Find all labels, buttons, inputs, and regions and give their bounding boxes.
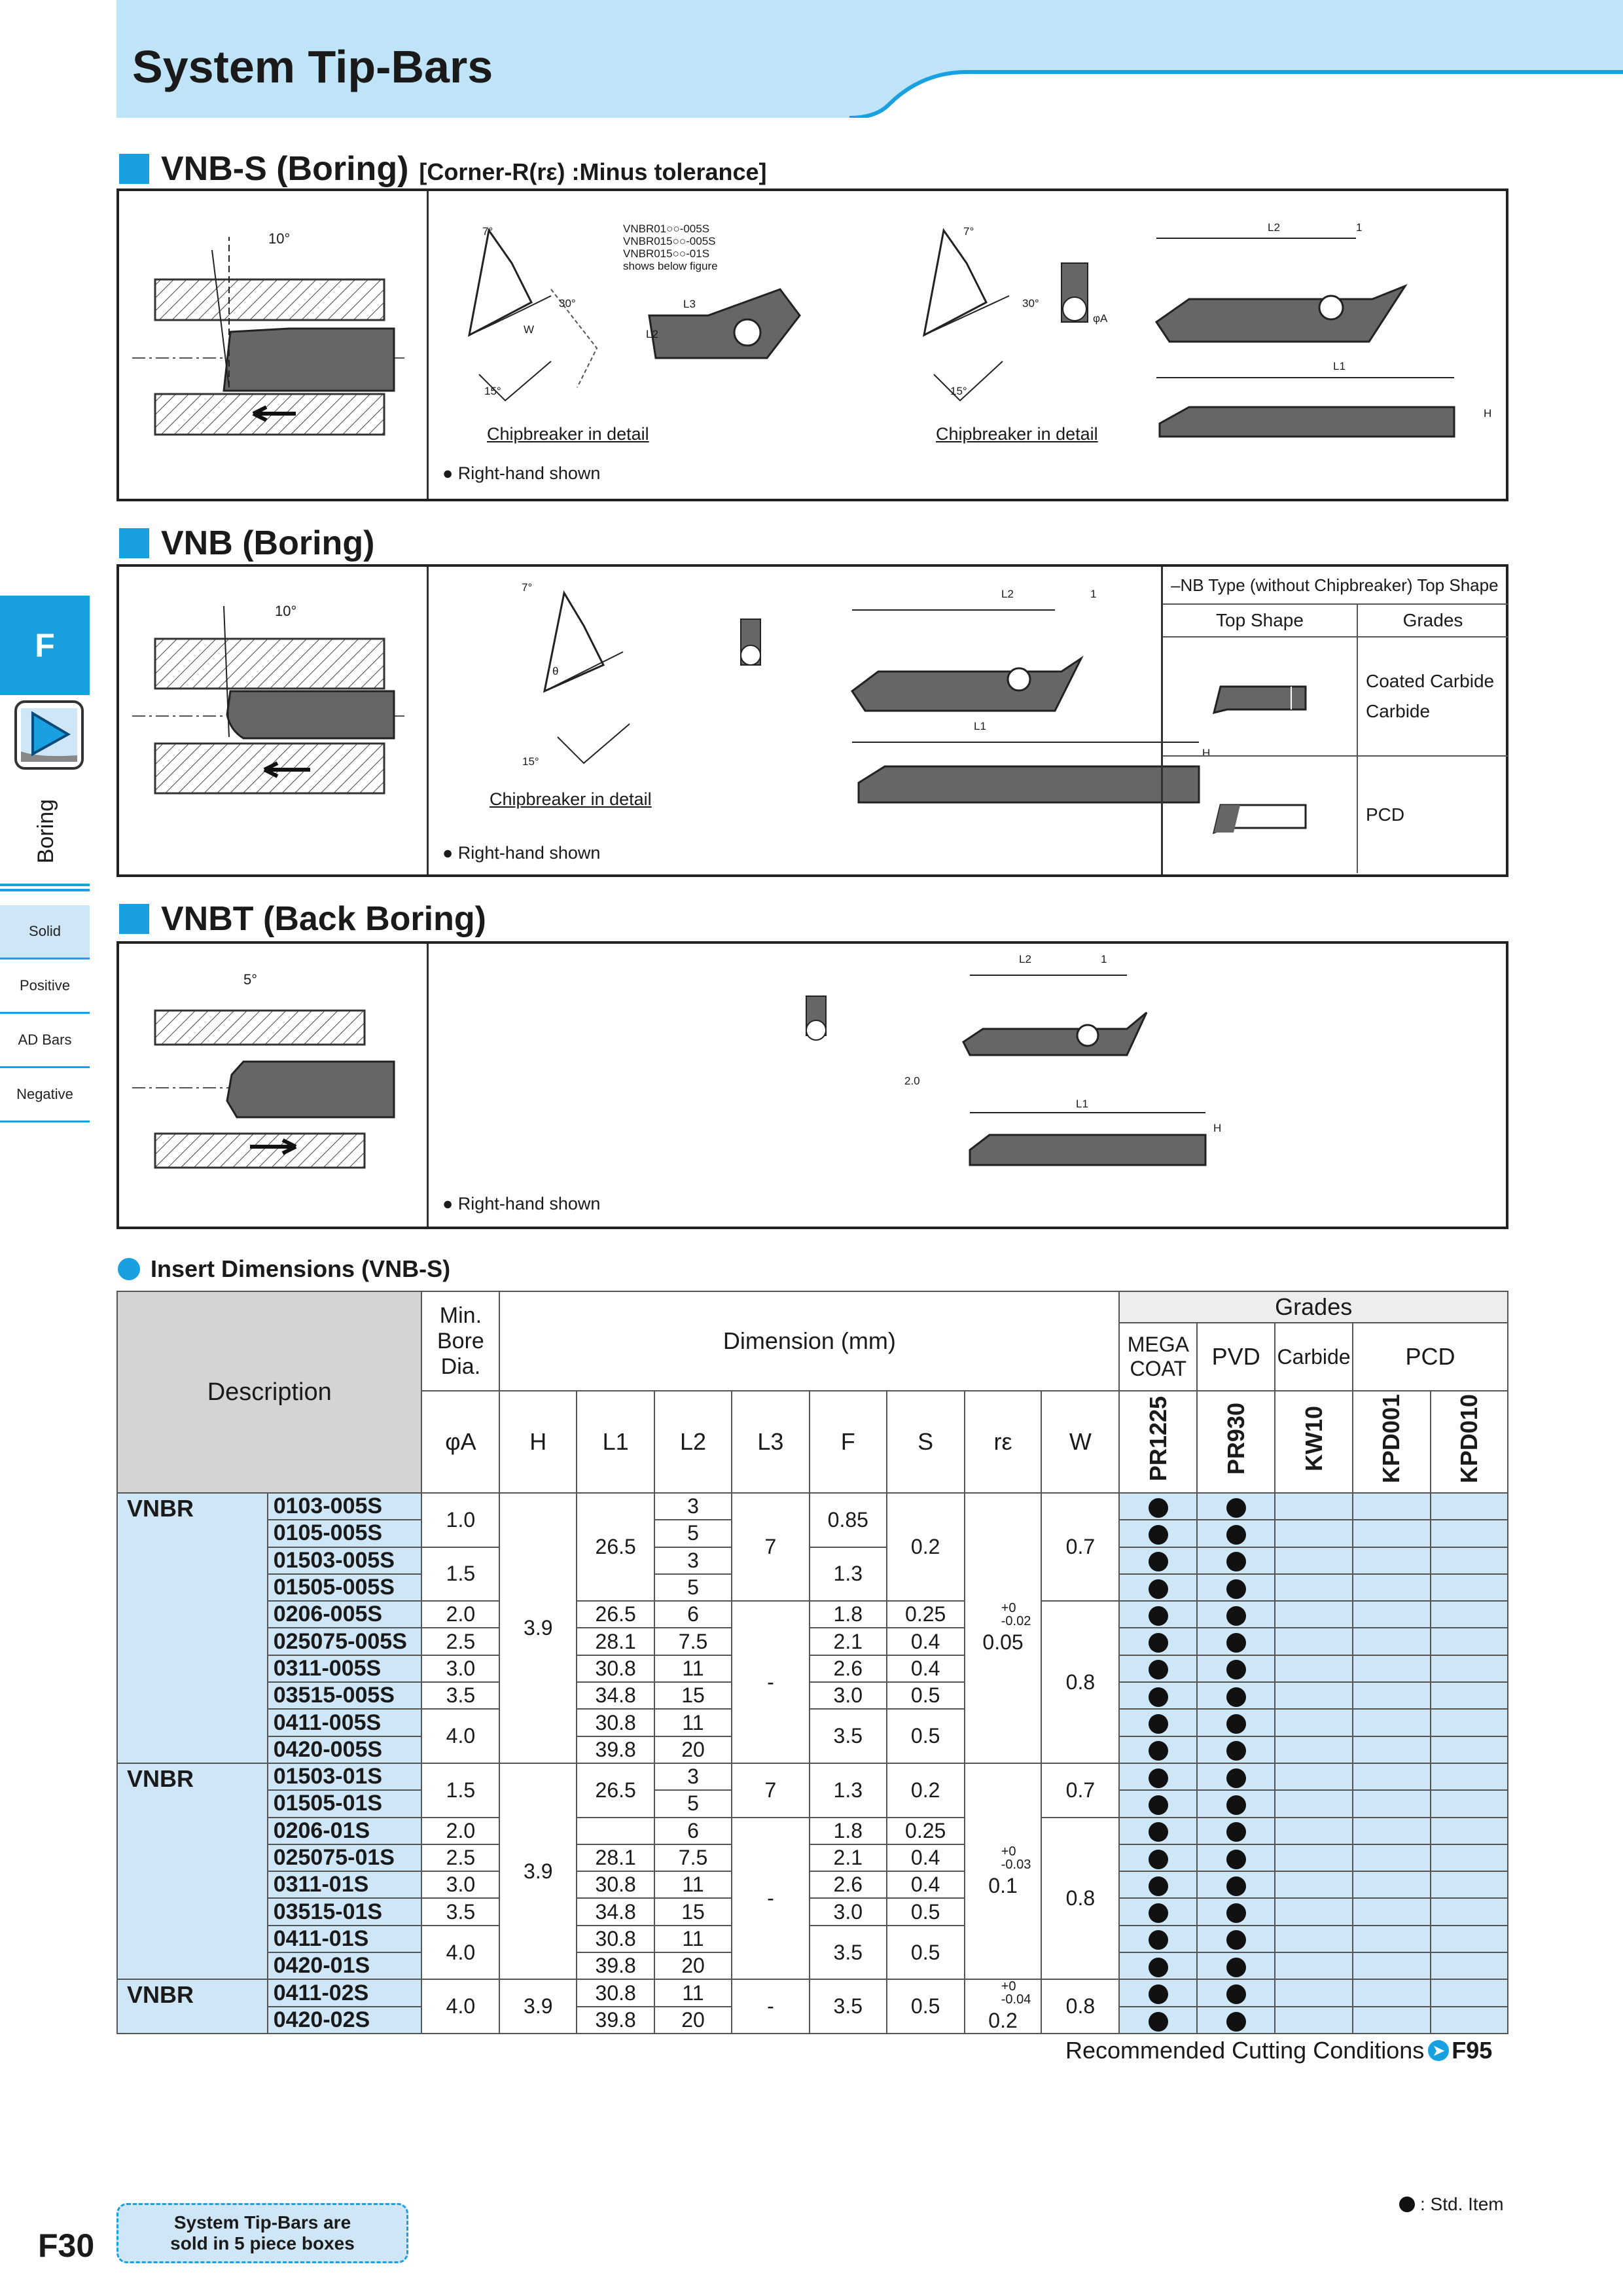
cell-l1 xyxy=(577,1818,654,1844)
cell-f: 0.85 xyxy=(810,1493,887,1547)
col-min-bore: Min. Bore Dia. xyxy=(421,1291,499,1391)
vnb-bore-drawing xyxy=(119,567,429,874)
table-row xyxy=(117,1493,1508,1520)
vnbs-bore-drawing xyxy=(119,191,429,499)
cell-l1: 26.5 xyxy=(577,1493,654,1601)
table-row xyxy=(117,1709,1508,1736)
std-item-dot xyxy=(1226,1930,1246,1950)
std-item-dot xyxy=(1226,1741,1246,1761)
section-letter-tab[interactable]: F xyxy=(0,596,90,695)
angle-label: 10° xyxy=(268,230,291,247)
cell-l3: - xyxy=(732,1979,810,2034)
std-item-dot xyxy=(1149,1633,1168,1653)
cell-f: 2.1 xyxy=(810,1844,887,1871)
dim-label: 1 xyxy=(1356,221,1363,234)
cell-phi-a: 1.5 xyxy=(421,1763,499,1818)
cell-l2: 11 xyxy=(654,1871,732,1898)
std-item-dot xyxy=(1149,1850,1168,1869)
std-item-dot xyxy=(1226,1633,1246,1653)
page-number: F30 xyxy=(38,2227,95,2264)
cell-l2: 15 xyxy=(654,1682,732,1709)
cell-l2: 7.5 xyxy=(654,1628,732,1655)
cell-l1: 30.8 xyxy=(577,1871,654,1898)
std-item-dot xyxy=(1226,1984,1246,2004)
cell-phi-a: 3.0 xyxy=(421,1655,499,1682)
nb-col-shape: Top Shape xyxy=(1163,605,1358,636)
part-code: 0103-005S xyxy=(268,1493,422,1520)
grade-pr1225: PR1225 xyxy=(1119,1391,1197,1493)
std-item-dot xyxy=(1149,1498,1168,1518)
section-square-icon xyxy=(119,528,149,558)
angle-label: 10° xyxy=(275,603,297,619)
std-item-dot xyxy=(1226,1768,1246,1788)
packaging-note: System Tip-Bars are sold in 5 piece boxes xyxy=(116,2203,408,2263)
part-code: 0420-005S xyxy=(268,1736,422,1763)
std-item-dot xyxy=(1149,1903,1168,1923)
nb-col-grades: Grades xyxy=(1402,610,1463,630)
bullet-icon xyxy=(118,1258,140,1280)
section-title: VNB (Boring) xyxy=(161,524,375,562)
grade-kpd001: KPD001 xyxy=(1353,1391,1431,1493)
dim-label: φA xyxy=(1093,312,1108,325)
cell-re: +0 -0.04 0.2 xyxy=(965,1979,1042,2034)
part-code: 025075-005S xyxy=(268,1628,422,1655)
std-item-dot xyxy=(1149,2012,1168,2032)
dim-label: 2.0 xyxy=(904,1075,920,1087)
angle-label: θ xyxy=(552,665,559,677)
dim-label: L2 xyxy=(1268,221,1280,234)
family-label: VNBR xyxy=(117,1493,268,1763)
col-w: W xyxy=(1041,1391,1119,1493)
cell-f: 1.3 xyxy=(810,1547,887,1602)
cell-s: 0.2 xyxy=(887,1493,965,1601)
cell-l1: 39.8 xyxy=(577,1952,654,1979)
std-item-dot xyxy=(1149,1714,1168,1734)
angle-label: 30° xyxy=(559,297,576,310)
cell-l2: 20 xyxy=(654,2007,732,2034)
cell-h: 3.9 xyxy=(499,1763,577,1979)
dim-label: H xyxy=(1213,1122,1222,1134)
std-item-dot xyxy=(1149,1741,1168,1761)
cell-l1: 30.8 xyxy=(577,1979,654,2007)
std-item-dot xyxy=(1149,1579,1168,1599)
std-item-dot xyxy=(1149,1930,1168,1950)
part-code: 0411-01S xyxy=(268,1926,422,1952)
std-item-dot xyxy=(1226,1525,1246,1545)
col-carbide: Carbide xyxy=(1275,1323,1353,1391)
table-row xyxy=(117,1871,1508,1898)
std-item-dot xyxy=(1226,1579,1246,1599)
grade-pr930: PR930 xyxy=(1197,1391,1275,1493)
cell-l2: 11 xyxy=(654,1979,732,2007)
col-re: rε xyxy=(965,1391,1042,1493)
part-code: 0311-01S xyxy=(268,1871,422,1898)
std-item-dot xyxy=(1149,1876,1168,1896)
table-row xyxy=(117,1844,1508,1871)
cell-s: 0.4 xyxy=(887,1655,965,1682)
cell-f: 1.3 xyxy=(810,1763,887,1818)
std-item-dot xyxy=(1149,1795,1168,1815)
cell-l1: 34.8 xyxy=(577,1682,654,1709)
cell-phi-a: 2.5 xyxy=(421,1628,499,1655)
cell-f: 3.5 xyxy=(810,1709,887,1763)
recommended-page: F95 xyxy=(1452,2037,1493,2064)
cell-s: 0.4 xyxy=(887,1844,965,1871)
nb-shape-plain xyxy=(1163,637,1358,755)
part-code: 03515-005S xyxy=(268,1682,422,1709)
page-title: System Tip-Bars xyxy=(132,41,493,92)
family-label: VNBR xyxy=(117,1979,268,2034)
std-item-dot-icon xyxy=(1399,2197,1415,2212)
std-item-dot xyxy=(1226,1958,1246,1977)
section-header-vnbt xyxy=(119,899,486,939)
sidebar-category: Boring xyxy=(33,798,58,864)
std-item-dot xyxy=(1149,1552,1168,1571)
sidebar-item-negative[interactable]: Negative xyxy=(0,1068,90,1122)
col-phi-a: φA xyxy=(421,1391,499,1493)
cell-l1: 28.1 xyxy=(577,1844,654,1871)
part-code: 01505-005S xyxy=(268,1574,422,1601)
cell-l1: 34.8 xyxy=(577,1898,654,1925)
cell-f: 3.0 xyxy=(810,1898,887,1925)
angle-label: 7° xyxy=(963,225,974,238)
vnbt-figure-panel xyxy=(116,941,1508,1229)
section-header-vnbs xyxy=(119,149,767,188)
nb-grade-pcd: PCD xyxy=(1366,804,1405,825)
angle-label: 7° xyxy=(522,581,533,594)
std-item-dot xyxy=(1149,1687,1168,1707)
cell-w: 0.8 xyxy=(1041,1818,1119,1980)
cell-l2: 6 xyxy=(654,1601,732,1628)
cell-phi-a: 2.0 xyxy=(421,1818,499,1844)
cell-phi-a: 1.0 xyxy=(421,1493,499,1547)
dim-label: L2 xyxy=(646,328,658,340)
section-title: VNB-S (Boring) xyxy=(161,150,409,188)
cell-re: +0 -0.03 0.1 xyxy=(965,1763,1042,1979)
cell-l1: 30.8 xyxy=(577,1709,654,1736)
cell-l2: 5 xyxy=(654,1520,732,1547)
cell-l2: 11 xyxy=(654,1655,732,1682)
table-row xyxy=(117,1926,1508,1952)
std-item-dot xyxy=(1226,1850,1246,1869)
col-grades: Grades xyxy=(1119,1291,1508,1323)
cell-phi-a: 2.5 xyxy=(421,1844,499,1871)
cell-f: 2.1 xyxy=(810,1628,887,1655)
recommended-label: Recommended Cutting Conditions xyxy=(1065,2037,1425,2064)
dim-label: L1 xyxy=(1333,360,1346,372)
legend xyxy=(1399,2194,1504,2215)
std-item-dot xyxy=(1226,1822,1246,1842)
std-item-dot xyxy=(1226,1498,1246,1518)
section-title: VNBT (Back Boring) xyxy=(161,900,486,938)
cell-l2: 3 xyxy=(654,1493,732,1520)
col-pcd: PCD xyxy=(1353,1323,1508,1391)
vnbs-figure-note: VNBR01○○-005S VNBR015○○-005S VNBR015○○-01S shows below figure xyxy=(623,223,718,272)
cell-l2: 11 xyxy=(654,1926,732,1952)
table-row xyxy=(117,1682,1508,1709)
cell-f: 2.6 xyxy=(810,1655,887,1682)
cell-l2: 6 xyxy=(654,1818,732,1844)
cell-f: 3.5 xyxy=(810,1926,887,1980)
cell-l3: 7 xyxy=(732,1493,810,1601)
std-item-dot xyxy=(1226,1552,1246,1571)
nb-shape-pcd xyxy=(1163,757,1358,873)
std-item-dot xyxy=(1226,1903,1246,1923)
col-l2: L2 xyxy=(654,1391,732,1493)
nb-grade-coated-carbide: Coated Carbide xyxy=(1366,671,1495,691)
cell-s: 0.5 xyxy=(887,1926,965,1980)
grade-kw10: KW10 xyxy=(1275,1391,1353,1493)
cell-phi-a: 1.5 xyxy=(421,1547,499,1602)
nb-type-table xyxy=(1161,567,1508,874)
std-item-dot xyxy=(1226,1714,1246,1734)
dim-label: L1 xyxy=(974,720,986,732)
cell-f: 3.0 xyxy=(810,1682,887,1709)
boring-tool-icon xyxy=(13,699,85,771)
cell-h: 3.9 xyxy=(499,1493,577,1763)
cell-l1: 30.8 xyxy=(577,1655,654,1682)
std-item-dot xyxy=(1226,1687,1246,1707)
std-item-dot xyxy=(1149,1822,1168,1842)
angle-label: 15° xyxy=(484,385,501,397)
std-item-dot xyxy=(1149,1768,1168,1788)
cell-phi-a: 4.0 xyxy=(421,1709,499,1763)
cell-phi-a: 3.5 xyxy=(421,1898,499,1925)
cell-l1: 39.8 xyxy=(577,1736,654,1763)
cell-l3: - xyxy=(732,1601,810,1763)
cell-h: 3.9 xyxy=(499,1979,577,2034)
dim-label: L1 xyxy=(1076,1098,1088,1110)
table-row xyxy=(117,1979,1508,2007)
nb-type-title: –NB Type (without Chipbreaker) Top Shape xyxy=(1163,567,1508,605)
angle-label: 15° xyxy=(950,385,967,397)
cell-l2: 11 xyxy=(654,1709,732,1736)
chipbreaker-caption: Chipbreaker in detail xyxy=(936,424,1098,444)
cell-l1: 28.1 xyxy=(577,1628,654,1655)
section-header-vnb xyxy=(119,524,374,563)
chipbreaker-caption: Chipbreaker in detail xyxy=(490,789,652,809)
vnbt-bore-drawing xyxy=(119,944,429,1227)
angle-label: 7° xyxy=(482,225,493,238)
std-item-dot xyxy=(1149,1984,1168,2004)
col-s: S xyxy=(887,1391,965,1493)
vnbs-figure-panel xyxy=(116,188,1508,501)
cell-s: 0.5 xyxy=(887,1898,965,1925)
part-code: 0411-005S xyxy=(268,1709,422,1736)
cell-l2: 7.5 xyxy=(654,1844,732,1871)
recommended-conditions-link[interactable] xyxy=(1065,2037,1492,2064)
cell-s: 0.2 xyxy=(887,1763,965,1818)
vnbs-tipbar-drawing xyxy=(1048,211,1500,446)
legend-label: : Std. Item xyxy=(1420,2194,1504,2214)
cell-f: 3.5 xyxy=(810,1979,887,2034)
table-row xyxy=(117,1818,1508,1844)
std-item-dot xyxy=(1149,1958,1168,1977)
part-code: 01503-01S xyxy=(268,1763,422,1790)
cell-l2: 3 xyxy=(654,1763,732,1790)
std-item-dot xyxy=(1226,2012,1246,2032)
sidebar-item-positive[interactable]: Positive xyxy=(0,960,90,1014)
right-hand-note: ● Right-hand shown xyxy=(442,843,601,863)
part-code: 0105-005S xyxy=(268,1520,422,1547)
right-hand-note: ● Right-hand shown xyxy=(442,1194,601,1213)
std-item-dot xyxy=(1149,1660,1168,1679)
grade-kpd010: KPD010 xyxy=(1431,1391,1508,1493)
cell-f: 2.6 xyxy=(810,1871,887,1898)
cell-l1: 30.8 xyxy=(577,1926,654,1952)
std-item-dot xyxy=(1226,1795,1246,1815)
cell-s: 0.4 xyxy=(887,1628,965,1655)
cell-f: 1.8 xyxy=(810,1601,887,1628)
part-code: 03515-01S xyxy=(268,1898,422,1925)
cell-s: 0.5 xyxy=(887,1682,965,1709)
col-pvd: PVD xyxy=(1197,1323,1275,1391)
cell-s: 0.4 xyxy=(887,1871,965,1898)
insert-dimensions-title: Insert Dimensions (VNB-S) xyxy=(151,1255,451,1282)
vnbt-tipbar-drawing xyxy=(669,957,1258,1193)
section-square-icon xyxy=(119,154,149,184)
part-code: 0206-01S xyxy=(268,1818,422,1844)
table-row xyxy=(117,1547,1508,1574)
sidebar-item-ad-bars[interactable]: AD Bars xyxy=(0,1014,90,1068)
insert-dimensions-heading xyxy=(118,1255,450,1283)
col-dimension: Dimension (mm) xyxy=(499,1291,1119,1391)
std-item-dot xyxy=(1149,1606,1168,1626)
part-code: 0420-02S xyxy=(268,2007,422,2034)
section-subtitle: [Corner-R(rε) :Minus tolerance] xyxy=(419,158,767,185)
cell-w: 0.7 xyxy=(1041,1763,1119,1818)
angle-label: 5° xyxy=(243,971,258,988)
part-code: 01503-005S xyxy=(268,1547,422,1574)
cell-phi-a: 3.0 xyxy=(421,1871,499,1898)
std-item-dot xyxy=(1226,1606,1246,1626)
part-code: 0411-02S xyxy=(268,1979,422,2007)
nb-grade-carbide: Carbide xyxy=(1366,701,1431,721)
cell-l2: 5 xyxy=(654,1574,732,1601)
col-l3: L3 xyxy=(732,1391,810,1493)
col-h: H xyxy=(499,1391,577,1493)
cell-w: 0.8 xyxy=(1041,1601,1119,1763)
table-row xyxy=(117,1655,1508,1682)
cell-f: 1.8 xyxy=(810,1818,887,1844)
cell-l2: 20 xyxy=(654,1952,732,1979)
cell-s: 0.25 xyxy=(887,1601,965,1628)
cell-l2: 20 xyxy=(654,1736,732,1763)
table-row xyxy=(117,1601,1508,1628)
part-code: 01505-01S xyxy=(268,1790,422,1817)
angle-label: 15° xyxy=(522,755,539,768)
col-mega-coat: MEGA COAT xyxy=(1119,1323,1197,1391)
table-row xyxy=(117,1898,1508,1925)
cell-w: 0.8 xyxy=(1041,1979,1119,2034)
dim-label: 1 xyxy=(1090,588,1097,600)
sidebar-divider xyxy=(0,889,90,891)
dim-label: H xyxy=(1484,407,1492,420)
table-row xyxy=(117,1763,1508,1790)
vnb-chipbreaker-drawing xyxy=(486,580,787,816)
std-item-dot xyxy=(1226,1660,1246,1679)
chipbreaker-caption: Chipbreaker in detail xyxy=(487,424,649,444)
std-item-dot xyxy=(1149,1525,1168,1545)
cell-s: 0.25 xyxy=(887,1818,965,1844)
part-code: 0420-01S xyxy=(268,1952,422,1979)
cell-l2: 5 xyxy=(654,1790,732,1817)
cell-l2: 15 xyxy=(654,1898,732,1925)
angle-label: 30° xyxy=(1022,297,1039,310)
col-description: Description xyxy=(117,1291,421,1493)
section-square-icon xyxy=(119,904,149,934)
table-row xyxy=(117,1628,1508,1655)
dim-label: W xyxy=(524,323,535,336)
part-code: 0206-005S xyxy=(268,1601,422,1628)
cell-s: 0.5 xyxy=(887,1709,965,1763)
cell-l2: 3 xyxy=(654,1547,732,1574)
cell-phi-a: 3.5 xyxy=(421,1682,499,1709)
col-f: F xyxy=(810,1391,887,1493)
dim-label: 1 xyxy=(1101,953,1107,965)
cell-l1: 26.5 xyxy=(577,1763,654,1818)
cell-l3: - xyxy=(732,1818,810,1980)
cell-l3: 7 xyxy=(732,1763,810,1818)
cell-phi-a: 4.0 xyxy=(421,1979,499,2034)
dim-label: L2 xyxy=(1001,588,1014,600)
part-code: 025075-01S xyxy=(268,1844,422,1871)
right-hand-note: ● Right-hand shown xyxy=(442,463,601,483)
dim-label: H xyxy=(1202,747,1211,759)
cell-re: +0 -0.02 0.05 xyxy=(965,1493,1042,1763)
cell-w: 0.7 xyxy=(1041,1493,1119,1601)
sidebar-divider xyxy=(0,884,90,886)
dim-label: L3 xyxy=(683,298,696,310)
vnb-figure-panel xyxy=(116,564,1508,877)
family-label: VNBR xyxy=(117,1763,268,1979)
cell-l1: 39.8 xyxy=(577,2007,654,2034)
cell-s: 0.5 xyxy=(887,1979,965,2034)
cell-l1: 26.5 xyxy=(577,1601,654,1628)
sidebar-item-solid[interactable]: Solid xyxy=(0,905,90,960)
cell-phi-a: 4.0 xyxy=(421,1926,499,1980)
col-l1: L1 xyxy=(577,1391,654,1493)
dim-label: L2 xyxy=(1019,953,1031,965)
insert-dimensions-table xyxy=(116,1291,1508,2034)
part-code: 0311-005S xyxy=(268,1655,422,1682)
arrow-right-icon: ➤ xyxy=(1428,2040,1449,2061)
cell-phi-a: 2.0 xyxy=(421,1601,499,1628)
std-item-dot xyxy=(1226,1876,1246,1896)
